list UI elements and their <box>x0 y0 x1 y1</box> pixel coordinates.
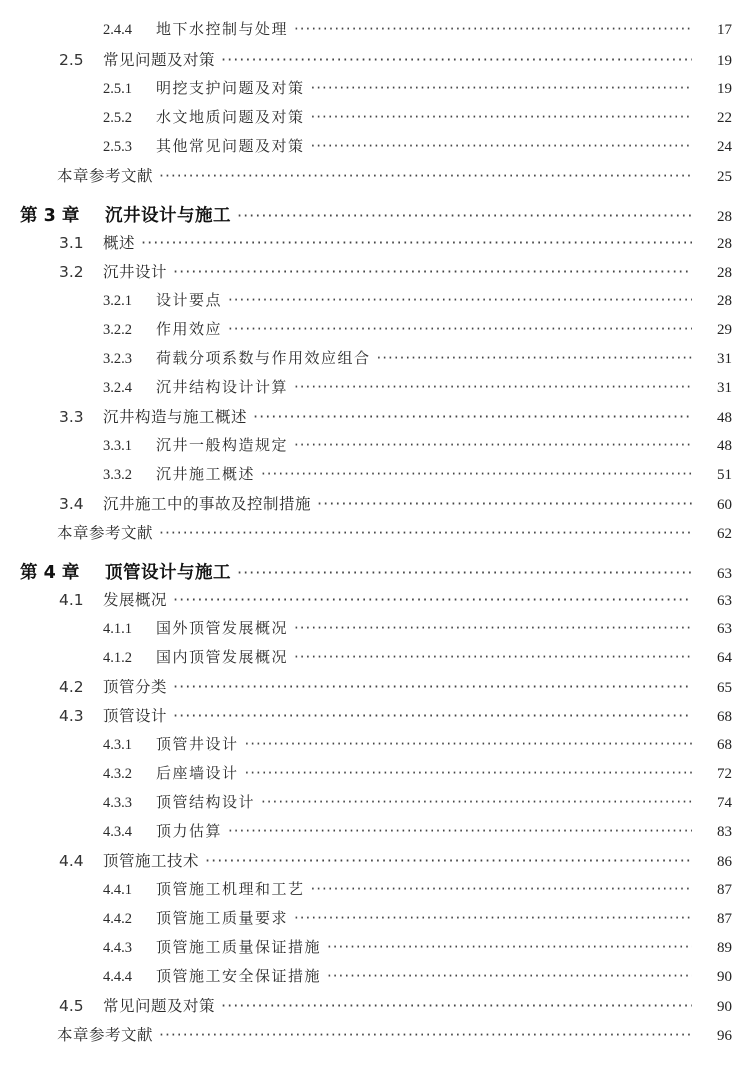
toc-entry-page-number: 64 <box>717 650 732 666</box>
toc-entry-title: 顶力估算 <box>156 822 223 840</box>
toc-entry-page-number: 63 <box>717 621 732 637</box>
toc-entry[interactable] <box>0 135 732 156</box>
toc-entry-page-number: 31 <box>717 351 732 367</box>
toc-entry-page-number: 60 <box>717 497 732 513</box>
toc-entry[interactable] <box>0 231 732 253</box>
toc-entry-title: 常见问题及对策 <box>103 51 216 69</box>
toc-entry-page-number: 28 <box>717 209 732 225</box>
toc-entry-number: 3.3.1 <box>103 438 132 454</box>
toc-entry-page-number: 86 <box>717 854 732 870</box>
toc-entry[interactable] <box>0 260 732 282</box>
toc-entry-number: 3.3 <box>59 408 84 426</box>
toc-entry-number: 3.2.1 <box>103 293 132 309</box>
toc-entry-title: 沉井设计 <box>103 263 168 281</box>
toc-entry[interactable] <box>0 907 732 928</box>
toc-chapter-entry[interactable] <box>0 202 732 227</box>
toc-chapter-entry[interactable] <box>0 559 732 584</box>
toc-entry[interactable] <box>0 762 732 783</box>
dot-leader <box>294 619 692 637</box>
dot-leader <box>327 938 692 956</box>
toc-entry-number: 4.4 <box>59 852 84 870</box>
dot-leader <box>173 677 692 696</box>
toc-entry-title: 顶管施工安全保证措施 <box>156 967 322 985</box>
toc-entry-title: 作用效应 <box>156 320 223 338</box>
toc-entry[interactable] <box>0 106 732 127</box>
toc-entry-page-number: 48 <box>717 438 732 454</box>
toc-entry-number: 4.5 <box>59 997 84 1015</box>
dot-leader <box>261 465 692 483</box>
toc-entry-number: 4.4.1 <box>103 882 132 898</box>
toc-entry-page-number: 28 <box>717 293 732 309</box>
toc-entry-number: 4.3.2 <box>103 766 132 782</box>
toc-references-entry[interactable] <box>0 1023 732 1045</box>
toc-entry-page-number: 72 <box>717 766 732 782</box>
toc-entry-title: 顶管设计与施工 <box>105 563 231 583</box>
toc-entry-number: 3.1 <box>59 234 84 252</box>
dot-leader <box>173 262 692 281</box>
dot-leader <box>228 822 692 840</box>
toc-entry[interactable] <box>0 617 732 638</box>
toc-entry-page-number: 31 <box>717 380 732 396</box>
toc-entry-number: 4.3.1 <box>103 737 132 753</box>
dot-leader <box>311 137 692 155</box>
toc-entry-page-number: 63 <box>717 593 732 609</box>
toc-entry-title: 设计要点 <box>156 291 223 309</box>
toc-references-entry[interactable] <box>0 521 732 543</box>
toc-entry-page-number: 63 <box>717 566 732 582</box>
toc-entry-page-number: 68 <box>717 737 732 753</box>
toc-entry-title: 荷载分项系数与作用效应组合 <box>156 349 371 367</box>
toc-entry[interactable] <box>0 820 732 841</box>
toc-entry[interactable] <box>0 849 732 871</box>
dot-leader <box>311 880 692 898</box>
toc-entry-title: 本章参考文献 <box>57 167 154 185</box>
toc-entry-page-number: 19 <box>717 53 732 69</box>
toc-entry-number: 2.5.2 <box>103 110 132 126</box>
toc-entry[interactable] <box>0 965 732 986</box>
toc-entry[interactable] <box>0 18 732 39</box>
toc-entry-page-number: 74 <box>717 795 732 811</box>
toc-entry-number: 第 4 章 <box>20 563 80 583</box>
dot-leader <box>221 50 692 69</box>
dot-leader <box>294 436 692 454</box>
toc-entry-title: 顶管施工质量要求 <box>156 909 289 927</box>
toc-entry[interactable] <box>0 878 732 899</box>
toc-entry-number: 3.2 <box>59 263 84 281</box>
dot-leader <box>294 909 692 927</box>
toc-entry-title: 国外顶管发展概况 <box>156 619 289 637</box>
dot-leader <box>245 764 692 782</box>
toc-entry-page-number: 29 <box>717 322 732 338</box>
toc-entry[interactable] <box>0 347 732 368</box>
toc-entry-page-number: 87 <box>717 911 732 927</box>
toc-entry-number: 2.4.4 <box>103 22 132 38</box>
toc-entry[interactable] <box>0 492 732 514</box>
toc-entry-page-number: 87 <box>717 882 732 898</box>
toc-entry-title: 本章参考文献 <box>57 1026 154 1044</box>
dot-leader <box>237 563 692 582</box>
toc-entry-number: 4.1 <box>59 591 84 609</box>
toc-entry-page-number: 28 <box>717 236 732 252</box>
toc-entry-number: 2.5 <box>59 51 84 69</box>
toc-entry-title: 本章参考文献 <box>57 524 154 542</box>
toc-entry-number: 2.5.1 <box>103 81 132 97</box>
toc-entry-title: 顶管分类 <box>103 678 168 696</box>
dot-leader <box>205 851 692 870</box>
toc-entry-number: 3.4 <box>59 495 84 513</box>
dot-leader <box>173 706 692 725</box>
dot-leader <box>294 378 692 396</box>
toc-entry-title: 后座墙设计 <box>156 764 239 782</box>
dot-leader <box>159 1026 692 1044</box>
toc-entry-page-number: 51 <box>717 467 732 483</box>
dot-leader <box>253 407 692 426</box>
toc-entry[interactable] <box>0 675 732 697</box>
toc-entry[interactable] <box>0 646 732 667</box>
toc-entry[interactable] <box>0 994 732 1016</box>
toc-entry-page-number: 22 <box>717 110 732 126</box>
toc-entry-title: 沉井施工概述 <box>156 465 256 483</box>
toc-entry-title: 顶管施工技术 <box>103 852 200 870</box>
toc-entry-title: 顶管设计 <box>103 707 168 725</box>
dot-leader <box>294 648 692 666</box>
toc-entry-page-number: 90 <box>717 999 732 1015</box>
toc-entry-number: 3.3.2 <box>103 467 132 483</box>
toc-entry[interactable] <box>0 463 732 484</box>
toc-entry-page-number: 48 <box>717 410 732 426</box>
toc-entry[interactable] <box>0 48 732 70</box>
toc-entry-number: 第 3 章 <box>20 206 80 226</box>
toc-entry-page-number: 17 <box>717 22 732 38</box>
toc-entry[interactable] <box>0 791 732 812</box>
toc-entry-number: 4.2 <box>59 678 84 696</box>
toc-entry-number: 4.3.4 <box>103 824 132 840</box>
toc-entry-title: 顶管施工机理和工艺 <box>156 880 305 898</box>
toc-entry-title: 发展概况 <box>103 591 168 609</box>
toc-entry-title: 水文地质问题及对策 <box>156 108 305 126</box>
toc-entry-title: 沉井设计与施工 <box>105 206 231 226</box>
toc-entry-number: 4.4.3 <box>103 940 132 956</box>
toc-entry-title: 概述 <box>103 234 136 252</box>
toc-entry-page-number: 89 <box>717 940 732 956</box>
toc-entry-title: 沉井一般构造规定 <box>156 436 289 454</box>
dot-leader <box>245 735 692 753</box>
toc-entry[interactable] <box>0 733 732 754</box>
toc-entry-page-number: 83 <box>717 824 732 840</box>
toc-entry-number: 4.1.1 <box>103 621 132 637</box>
toc-entry-page-number: 65 <box>717 680 732 696</box>
dot-leader <box>228 291 692 309</box>
toc-entry[interactable] <box>0 434 732 455</box>
toc-entry-number: 4.4.2 <box>103 911 132 927</box>
dot-leader <box>221 996 692 1015</box>
dot-leader <box>159 167 692 185</box>
toc-references-entry[interactable] <box>0 164 732 186</box>
toc-entry-page-number: 68 <box>717 709 732 725</box>
toc-entry-page-number: 19 <box>717 81 732 97</box>
dot-leader <box>294 20 692 38</box>
toc-entry-number: 2.5.3 <box>103 139 132 155</box>
toc-entry[interactable] <box>0 289 732 310</box>
toc-entry[interactable] <box>0 704 732 726</box>
dot-leader <box>237 206 692 225</box>
toc-entry-page-number: 90 <box>717 969 732 985</box>
toc-entry-title: 明挖支护问题及对策 <box>156 79 305 97</box>
toc-entry-number: 4.3.3 <box>103 795 132 811</box>
toc-entry[interactable] <box>0 318 732 339</box>
toc-entry-page-number: 62 <box>717 526 732 542</box>
toc-entry[interactable] <box>0 77 732 98</box>
toc-entry-title: 顶管井设计 <box>156 735 239 753</box>
toc-entry-page-number: 25 <box>717 169 732 185</box>
toc-entry-number: 3.2.3 <box>103 351 132 367</box>
toc-entry[interactable] <box>0 376 732 397</box>
toc-entry-page-number: 24 <box>717 139 732 155</box>
toc-entry-number: 3.2.2 <box>103 322 132 338</box>
dot-leader <box>317 494 692 513</box>
toc-entry-title: 常见问题及对策 <box>103 997 216 1015</box>
toc-entry-number: 3.2.4 <box>103 380 132 396</box>
dot-leader <box>173 590 692 609</box>
toc-entry[interactable] <box>0 405 732 427</box>
dot-leader <box>377 349 692 367</box>
toc-entry-page-number: 28 <box>717 265 732 281</box>
dot-leader <box>159 524 692 542</box>
dot-leader <box>261 793 692 811</box>
toc-entry-number: 4.3 <box>59 707 84 725</box>
toc-entry-title: 顶管结构设计 <box>156 793 256 811</box>
toc-entry-number: 4.1.2 <box>103 650 132 666</box>
dot-leader <box>327 967 692 985</box>
toc-entry-title: 其他常见问题及对策 <box>156 137 305 155</box>
toc-entry-title: 顶管施工质量保证措施 <box>156 938 322 956</box>
dot-leader <box>141 233 692 252</box>
toc-entry[interactable] <box>0 936 732 957</box>
toc-entry-title: 地下水控制与处理 <box>156 20 289 38</box>
toc-entry-page-number: 96 <box>717 1028 732 1044</box>
toc-entry-title: 沉井施工中的事故及控制措施 <box>103 495 312 513</box>
toc-entry[interactable] <box>0 588 732 610</box>
dot-leader <box>228 320 692 338</box>
dot-leader <box>311 79 692 97</box>
toc-entry-title: 国内顶管发展概况 <box>156 648 289 666</box>
dot-leader <box>311 108 692 126</box>
toc-entry-number: 4.4.4 <box>103 969 132 985</box>
toc-entry-title: 沉井结构设计计算 <box>156 378 289 396</box>
toc-entry-title: 沉井构造与施工概述 <box>103 408 248 426</box>
